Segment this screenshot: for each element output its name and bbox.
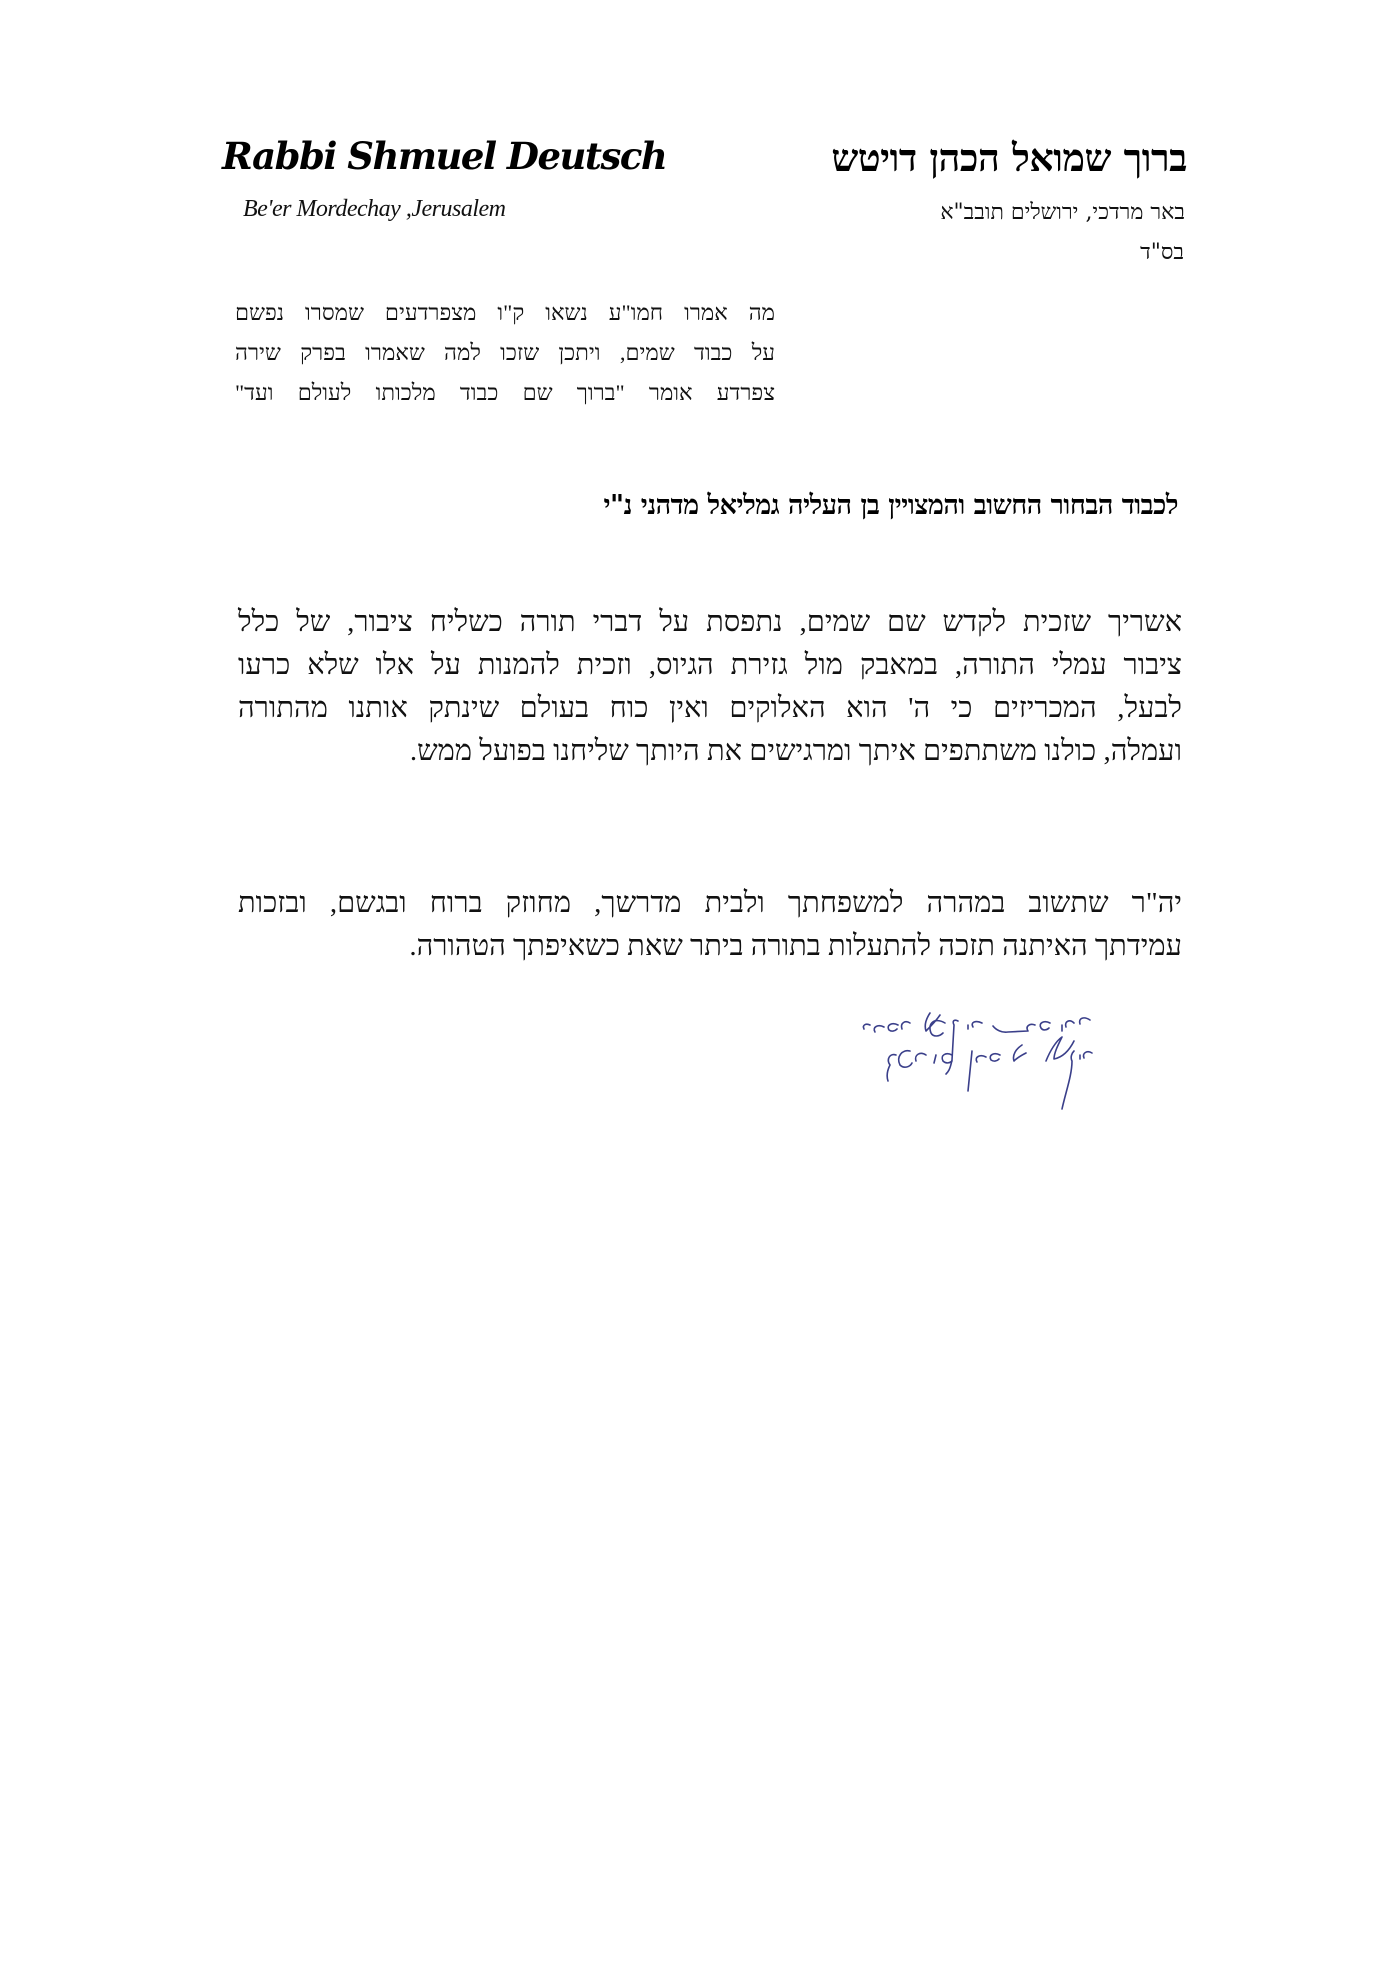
quote-line: מה אמרו חמו"ע נשאו ק"ו מצפרדעים שמסרו נפשם	[235, 300, 775, 325]
opening-quote	[235, 293, 775, 413]
quote-line: על כבוד שמים, ויתכן שזכו למה שאמרו בפרק שירה	[235, 340, 775, 365]
letterhead-english-name: Rabbi Shmuel Deutsch	[222, 134, 667, 178]
paragraph-line: ועמלה, כולנו משתתפים איתך ומרגישים את היותך שליחנו בפועל ממש.	[409, 735, 1182, 767]
body-paragraph-1	[238, 601, 1182, 773]
paragraph-line: אשריך שזכית לקדש שם שמים, נתפסת על דברי תורה כשליח ציבור, של כלל	[238, 606, 1182, 638]
signature-scribble-icon	[760, 985, 1100, 1125]
body-paragraph-2	[238, 882, 1182, 968]
letterhead-english-place: Be'er Mordechay ,Jerusalem	[243, 196, 506, 222]
bsd-header: בס"ד	[1140, 240, 1184, 265]
letterhead-hebrew-place: באר מרדכי, ירושלים תובב"א	[940, 200, 1185, 225]
paragraph-line: לבעל, המכריזים כי ה' הוא האלוקים ואין כוח בעולם שינתק אותנו מהתורה	[238, 692, 1182, 724]
paragraph-line: יה"ר שתשוב במהרה למשפחתך ולבית מדרשך, מחוזק ברוח ובגשם, ובזכות	[238, 887, 1182, 919]
paragraph-line: עמידתך האיתנה תזכה להתעלות בתורה ביתר שאת כשאיפתך הטהורה.	[409, 930, 1182, 962]
letterhead-hebrew-name: ברוך שמואל הכהן דויטש	[831, 135, 1187, 180]
quote-line: צפרדע אומר "ברוך שם כבוד מלכותו לעולם ועד"	[235, 380, 775, 405]
handwritten-signature	[760, 985, 1100, 1125]
addressee-heading: לכבוד הבחור החשוב והמצויין בן העליה גמליאל מדהני נ"י	[603, 490, 1178, 521]
paragraph-line: ציבור עמלי התורה, במאבק מול גזירת הגיוס, וזכית להמנות על אלו שלא כרעו	[238, 649, 1182, 681]
